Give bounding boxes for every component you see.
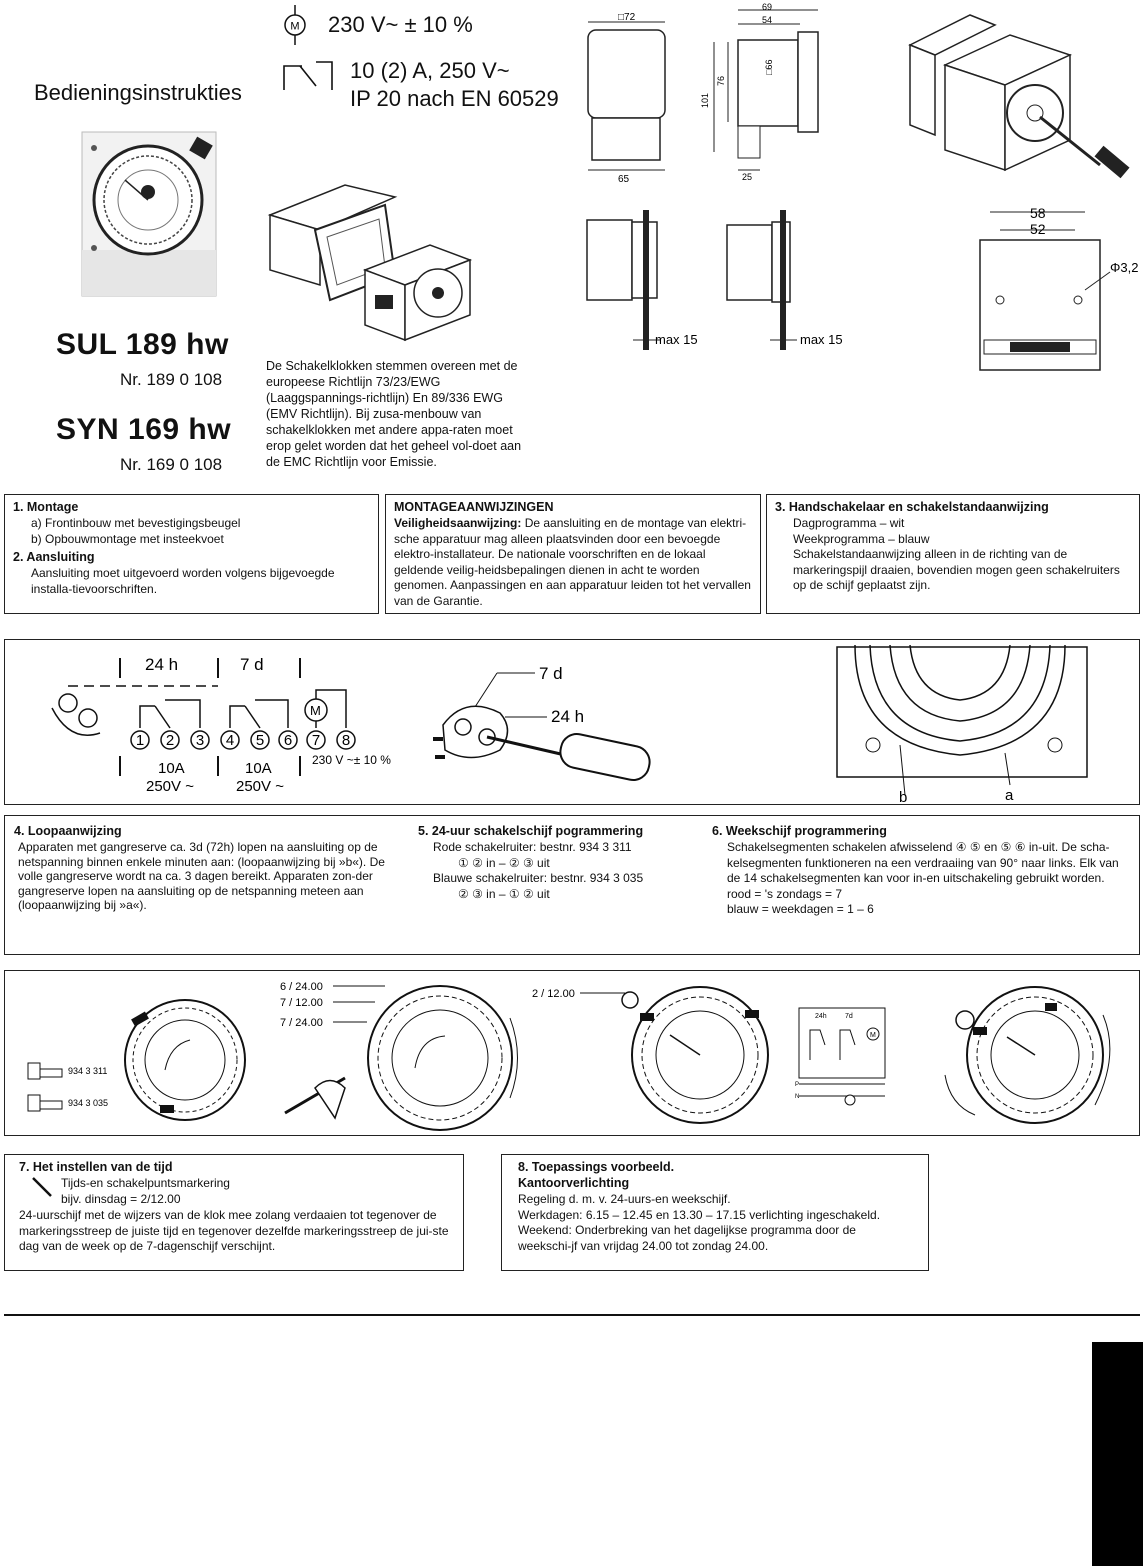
section-4-text: Apparaten met gangreserve ca. 3d (72h) lopen na aansluiting op de netspanning binnen enkele minuten aan: (loopaanwijzing bij »b«). De volle gangreserve wordt na ca. 3 dagen bereikt. Apparaten zon-der gangreserve lopen na aansluiting op de netspanning meteen aan (loopaanwijzing bij »a«). (18, 840, 385, 912)
product-photo (80, 130, 220, 300)
dial-part-1: 934 3 311 (68, 1066, 108, 1076)
dim-32: Φ3,2 (1110, 260, 1139, 275)
dial-time-2: 7 / 12.00 (280, 997, 323, 1009)
product-name-2: SYN 169 hw (56, 413, 232, 446)
product-nr-1: Nr. 189 0 108 (120, 370, 223, 389)
device-screwdriver-illustration (900, 5, 1140, 190)
safety-text: De aansluiting en de montage van elektri-sche apparatuur mag alleen plaatsvinden door een bevoegde elektro-installateur. De nationale voorschriften en de lokaal geldende veilig-heidsbepalingen dienen in acht te worden genomen. Aanpassingen en aan apparatuur leiden tot het vervallen van de Garantie. (394, 516, 751, 608)
spec-current: 10 (2) A, 250 V~ (350, 58, 510, 83)
section-8-l1: Regeling d. m. v. 24-uurs-en weekschijf. (518, 1192, 731, 1206)
page-side-tab (1092, 1342, 1143, 1566)
dimension-drawing-side (700, 2, 830, 187)
exploded-mounting-diagram (255, 175, 495, 345)
product-name-1: SUL 189 hw (56, 328, 229, 361)
dim-max15-a: max 15 (655, 332, 698, 347)
dim-76: 76 (716, 75, 726, 86)
terminal-8: 8 (341, 732, 351, 749)
section-7-title: 7. Het instellen van de tijd (19, 1160, 173, 1174)
safety-label: Veiligheidsaanwijzing: (394, 516, 522, 530)
base-plate-drawing (960, 200, 1143, 380)
section-2-title: 2. Aansluiting (13, 550, 95, 564)
wiring-24h-label: 24 h (145, 655, 179, 674)
dial-time-4: 2 / 12.00 (532, 988, 575, 1000)
wiring-7d-label: 7 d (240, 655, 264, 674)
dial-wiring-figure (795, 1000, 895, 1115)
marking-line-icon (31, 1176, 53, 1198)
section-6-box (712, 824, 1132, 918)
indicator-b-label: b (899, 789, 908, 805)
section-8-l2: Werkdagen: 6.15 – 12.45 en 13.30 – 17.15 verlichting ingeschakeld. (518, 1207, 881, 1222)
dial-time-3: 7 / 24.00 (280, 1017, 323, 1029)
dim-54: 54 (762, 15, 773, 25)
section-8-title: 8. Toepassings voorbeeld. (518, 1160, 675, 1174)
section-7-l2: bijv. dinsdag = 2/12.00 (61, 1192, 181, 1206)
section-2-text: Aansluiting moet uitgevoerd worden volgens bijgevoegde installa-tievoorschriften. (31, 566, 335, 596)
section-8-l3: Weekend: Onderbreking van het dagelijkse programma door de weekschi-jf van vrijdag 24.00 tot zondag 24.00. (518, 1223, 856, 1253)
wiring-rating-v1: 250V ~ (146, 778, 194, 795)
spec-voltage: 230 V~ ± 10 % (328, 12, 473, 37)
section-3-box (766, 494, 1140, 614)
montage-title: MONTAGEAANWIJZINGEN (394, 500, 554, 514)
dial-wiring-n: N (795, 1094, 800, 1100)
motor-symbol-label: M (290, 20, 300, 33)
section-6-l1: rood = 's zondags = 7 (727, 886, 843, 901)
section-7-l1: Tijds-en schakelpuntsmarkering (61, 1176, 230, 1190)
section-8-sub: Kantoorverlichting (518, 1176, 630, 1190)
terminal-2: 2 (165, 732, 175, 749)
page-title: Bedieningsinstrukties (34, 80, 242, 105)
dial-figure-1 (20, 985, 260, 1135)
dim-69: 69 (762, 2, 773, 12)
dim-58: 58 (1030, 205, 1046, 221)
dimension-drawing-front (580, 10, 680, 190)
screw-24h-label: 24 h (551, 707, 585, 726)
spec-ip: IP 20 nach EN 60529 (350, 86, 559, 111)
section-7-box (4, 1154, 464, 1271)
section-3-line2: Weekprogramma – blauw (793, 531, 930, 546)
dial-figure-3 (530, 985, 790, 1135)
wiring-rating-a2: 10A (245, 760, 272, 777)
dial-wiring-p: P (795, 1082, 800, 1088)
panel-mount-drawing-1 (585, 200, 715, 350)
contact-symbol-icon (280, 58, 340, 98)
section-5-l3: Blauwe schakelruiter: bestnr. 934 3 035 (433, 871, 644, 885)
dial-figure-2 (255, 978, 525, 1138)
terminal-7: 7 (311, 732, 321, 749)
section-4-box (14, 824, 394, 913)
section-8-box (501, 1154, 929, 1271)
dial-part-2: 934 3 035 (68, 1098, 109, 1108)
section-1-a: a) Frontinbouw met bevestigingsbeugel (31, 516, 241, 530)
dial-wiring-7d: 7d (845, 1013, 853, 1020)
terminal-6: 6 (283, 732, 293, 749)
wiring-rating-a1: 10A (158, 760, 185, 777)
dial-time-1: 6 / 24.00 (280, 981, 323, 993)
terminal-5: 5 (255, 732, 265, 749)
section-5-l1: Rode schakelruiter: bestnr. 934 3 311 (433, 840, 632, 854)
section-1-box (4, 494, 379, 614)
section-1-b: b) Opbouwmontage met insteekvoet (31, 531, 224, 546)
dim-52: 52 (1030, 221, 1046, 237)
indicator-a-label: a (1005, 787, 1014, 804)
section-5-l4: ② ③ in – ① ② uit (458, 886, 550, 901)
dial-figure-4 (925, 985, 1125, 1135)
terminal-1: 1 (135, 732, 145, 749)
dial-wiring-24h: 24h (815, 1013, 827, 1020)
terminal-3: 3 (195, 732, 205, 749)
dim-66: □66 (764, 59, 774, 75)
section-1-title: 1. Montage (13, 500, 79, 514)
dim-101: 101 (700, 92, 710, 108)
wiring-diagram (40, 648, 420, 798)
dim-max15-b: max 15 (800, 332, 843, 347)
wiring-motor-symbol: M (310, 703, 321, 718)
screwdriver-setting-diagram (425, 655, 665, 795)
conformity-text: De Schakelklokken stemmen overeen met de europeese Richtlijn 73/23/EWG (Laaggspannings-richtlijn) En 89/336 EWG (EMV Richtlijn). Bij zusa-menbouw van schakelklokken met andere appa-raten moet erop gelet worden dat het geheel vol-doet aan de EMC Richtlijn voor Emissie. (266, 359, 522, 469)
section-5-title: 5. 24-uur schakelschijf pogrammering (418, 824, 644, 838)
dim-65: 65 (618, 174, 630, 185)
dim-72: □72 (618, 12, 636, 23)
section-3-line1: Dagprogramma – wit (793, 516, 905, 530)
section-3-title: 3. Handschakelaar en schakelstandaanwijzing (775, 500, 1049, 514)
montage-box (385, 494, 761, 614)
section-4-title: 4. Loopaanwijzing (14, 824, 122, 838)
wiring-rating-v2: 250V ~ (236, 778, 284, 795)
running-indicator-diagram (835, 645, 1095, 805)
footer-divider (4, 1314, 1140, 1316)
motor-symbol-icon (280, 5, 310, 45)
terminal-4: 4 (225, 732, 235, 749)
section-6-title: 6. Weekschijf programmering (712, 824, 887, 838)
section-6-l2: blauw = weekdagen = 1 – 6 (727, 902, 874, 916)
wiring-supply: 230 V ~± 10 % (312, 753, 391, 767)
dial-wiring-motor: M (870, 1032, 876, 1039)
dim-25: 25 (742, 172, 753, 182)
section-3-text: Schakelstandaanwijzing alleen in de richting van de markeringspijl draaien, bovendien mogen geen schakelruiters op de schijf geplaatst zijn. (793, 547, 1120, 592)
product-nr-2: Nr. 169 0 108 (120, 455, 223, 474)
panel-mount-drawing-2 (725, 200, 855, 350)
section-5-l2: ① ② in – ② ③ uit (458, 855, 550, 870)
screw-7d-label: 7 d (539, 664, 563, 683)
section-5-box (418, 824, 698, 902)
section-7-text: 24-uurschijf met de wijzers van de klok mee zolang verdaaien tot tegenover de markeringsstreep de juiste tijd en tegenover dezelfde markeringsstreep de jui-ste dag van de week op de 7-dagenschijf verschijnt. (19, 1208, 449, 1253)
section-6-text: Schakelsegmenten schakelen afwisselend ④ ⑤ en ⑤ ⑥ in-uit. De scha-kelsegmenten funktioneren na een verdraaiing van 90° naar links. Elk van de 14 schakelsegmenten kan voor in-en uitschakeling gebruikt worden. (727, 840, 1119, 885)
